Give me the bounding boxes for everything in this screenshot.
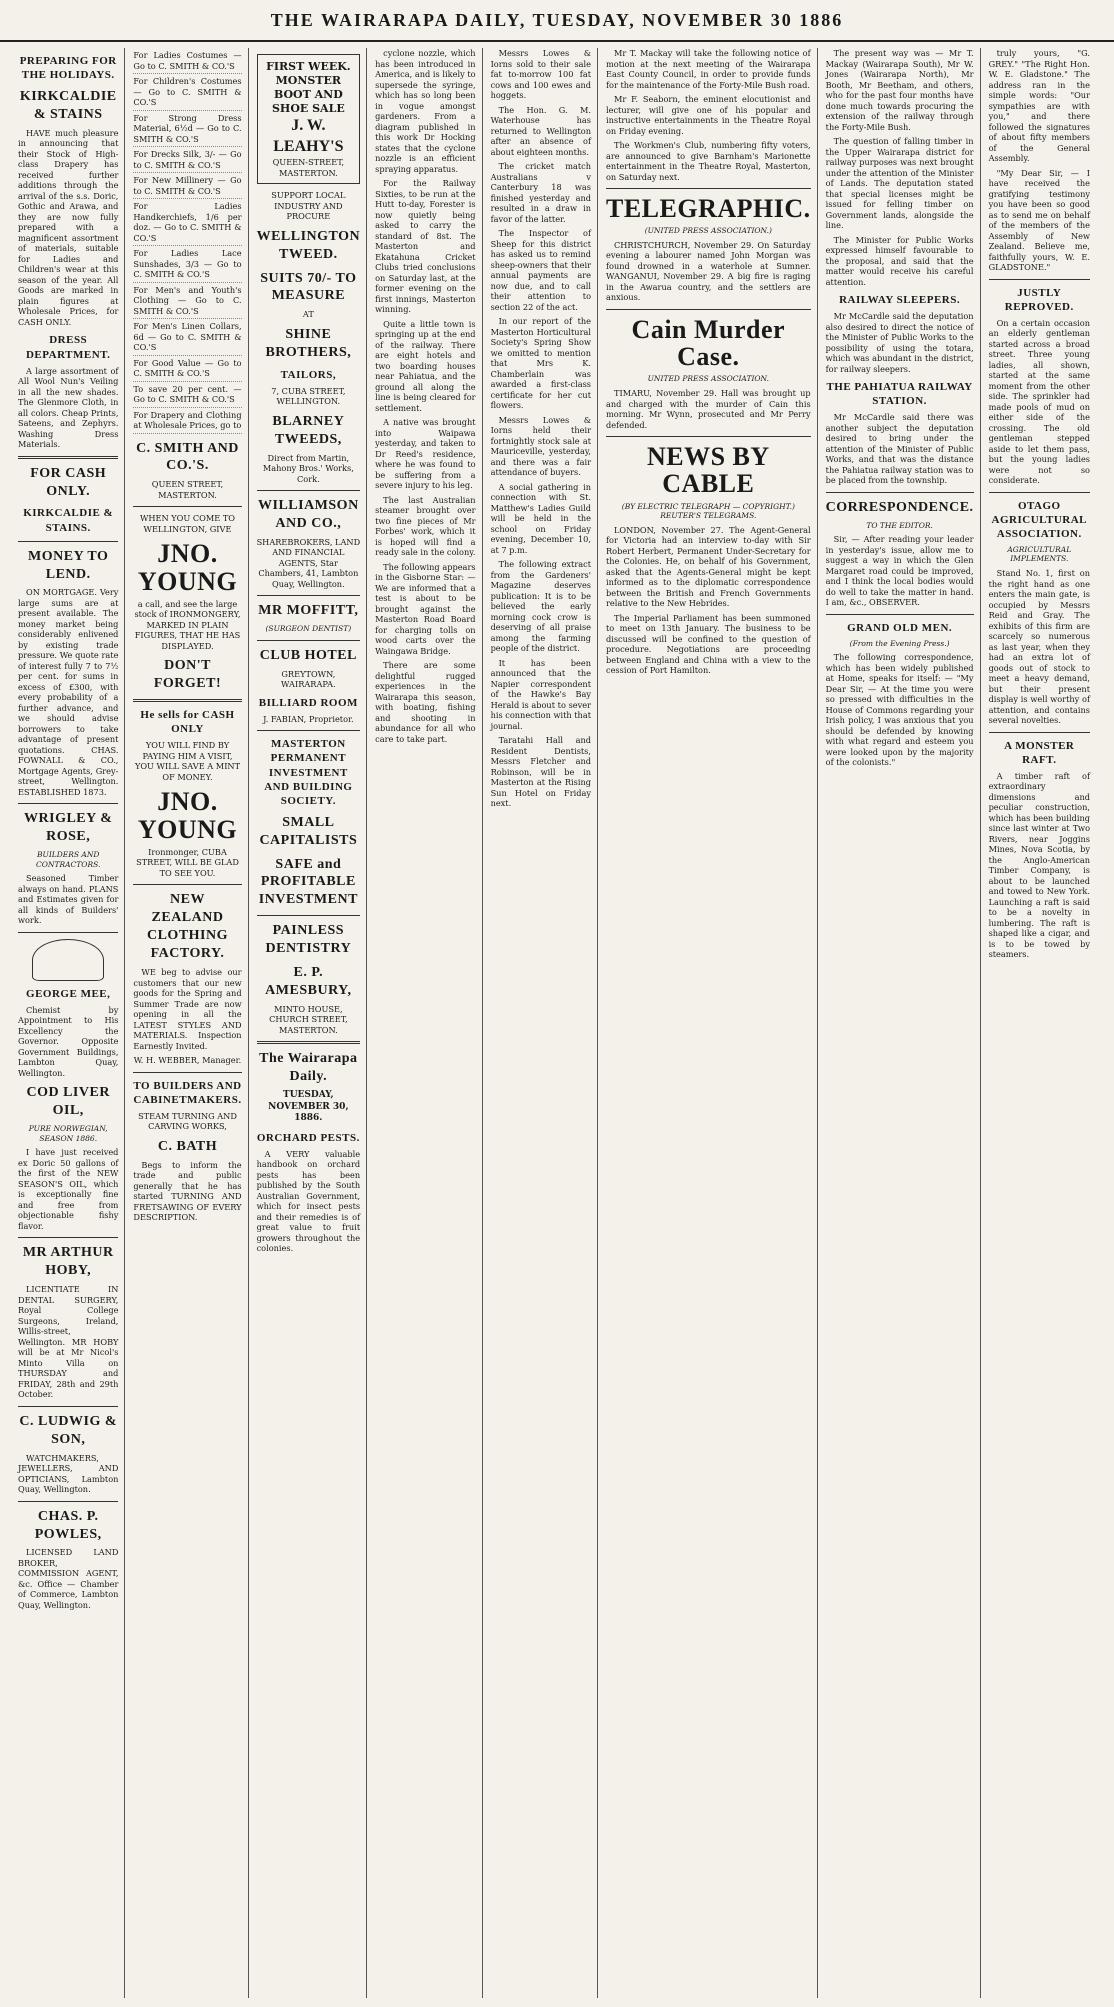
news-paragraph: The Inspector of Sheep for this district has asked us to remind sheep-owners that their annual payments are now due, and to call their attention to section 22 of the act. [490,228,591,312]
news-paragraph: "My Dear Sir, — I have received the gratifying testimony you have been so good as to send me on behalf of the members of the Assembly of New Zealand. Believe me, faithfully yours, W. E. GLADSTONE." [988,167,1090,272]
news-paragraph: The cricket match Australians v Canterbury 18 was finished yesterday and resulted in a draw in favor of the latter. [490,161,591,224]
kirkcaldie-name: KIRKCALDIE & STAINS [19,89,117,123]
divider [989,492,1090,493]
column-4 [375,48,482,1998]
george-mee-heading: GEORGE MEE, [26,987,111,1000]
murder-sub: UNITED PRESS ASSOCIATION. [647,374,770,384]
leahy-name: J. W. LEAHY'S [273,117,344,155]
painless-heading: PAINLESS DENTISTRY [265,923,352,957]
railway-body: Mr McCardle said the deputation also desired to direct the notice of the Minister of Public Works to the possibility of using the totara, which was abundant in the district, for railway sleepers. [825,311,974,374]
cable-body: LONDON, November 27. The Agent-General for Victoria had an interview to-day with Sir Robert Herbert, Permanent Under-Secretary for the Colonies. He, on behalf of his Government, asked that the Agents-General might be kept informed as to the diplomatic correspondence between the British and French Governments relative to the New Hebrides. [606,524,811,609]
news-paragraph: Quite a little town is springing up at the end of the railway. There are eight hotels and two boarding houses near Pahiatua, and the ground all along the line is being cleared for settlement. [375,318,476,413]
list-item: For New Millinery — Go to C. SMITH & CO.'S [133,173,241,199]
divider [133,1072,241,1073]
fabian: J. FABIAN, Proprietor. [263,713,354,724]
divider [18,456,118,459]
divider [257,640,361,641]
news-paragraph: Taratahi Hall and Resident Dentists, Messrs Fletcher and Robinson, will be in Masterton at the Rising Sun Hotel on Friday next. [490,735,591,808]
building-heading: MASTERTON PERMANENT INVESTMENT AND BUILDING SOCIETY. [264,738,353,807]
support-line: SUPPORT LOCAL INDUSTRY AND PROCURE [271,190,346,222]
nz-body: WE beg to advise our customers that our new goods for the Spring and Summer Trade are now opening in all the LATEST STYLES AND MATERIALS. Inspection Earnestly Invited. [133,967,242,1051]
list-item: For Ladies Costumes — Go to C. SMITH & CO.'S [133,48,241,74]
masthead-title: THE WAIRARAPA DAILY, TUESDAY, NOVEMBER 30 1886 [270,9,844,30]
williamson-heading: WILLIAMSON AND CO., [258,498,359,531]
column-7 [826,48,981,1998]
ludwig-body: WATCHMAKERS, JEWELLERS, AND OPTICIANS, Lambton Quay, Wellington. [18,1452,119,1495]
divider [606,188,811,189]
raft-heading: A MONSTER RAFT. [1004,739,1075,766]
news-paragraph: Mr T. Mackay will take the following notice of motion at the next meeting of the Wairarapa East County Council, in order to provide funds for the maintenance of the Forty-Mile Bush road. [606,48,811,90]
cable-body-2: The Imperial Parliament has been summoned to meet on 13th January. The business to be discussed will be confined to the question of procedure. Negotiations are proceeding between England and China with a view to the cession of Port Hamilton. [606,612,811,676]
divider [133,506,241,507]
moffitt-heading: MR MOFFITT, [258,603,359,619]
news-paragraph: The present way was — Mr T. Mackay (Wairarapa South), Mr W. Jones (Wairarapa North), Mr Booth, Mr Beetham, and others, who for the past four months have done much towards procuring the extension of the railway through the Forty-Mile Bush. [825,48,974,132]
leahy-sub: QUEEN-STREET, MASTERTON. [272,157,345,178]
column-3 [257,48,368,1998]
smith-list [133,48,241,434]
news-paragraph: A native was brought into Waipawa yesterday, and taken to Dr Reed's residence, where he was found to be suffering from a severe injury to his leg. [375,417,476,490]
news-paragraph: The question of falling timber in the Upper Wairarapa district for railway purposes was next brought under the attention of the Minister of Lands. The deputation stated that special licenses might be issued for felling timber on Government lands, alongside the line. [825,136,974,230]
list-item: For Men's and Youth's Clothing — Go to C. SMITH & CO.'S [133,283,241,320]
powles-body: LICENSED LAND BROKER, COMMISSION AGENT, &c. Office — Chamber of Commerce, Lambton Quay, Wellington. [18,1547,119,1610]
kirkcaldie-body: HAVE much pleasure in announcing that their Stock of High-class Drapery has received further additions through the arrival of the s.s. Doric, Gothic and Arawa, and they are now fully prepared with a magnificent assortment of materials, suitable for Ladies and Children's wear at this season of the year. All Goods are marked in plain figures at Wholesale Prices, for CASH ONLY. [18,127,119,327]
news-paragraph: Mr F. Seaborn, the eminent elocutionist and lecturer, will give one of his popular and instructive entertainments in the Theatre Royal on Friday evening. [606,94,811,136]
safe-heading: SAFE and PROFITABLE INVESTMENT [258,856,358,908]
young-body: a call, and see the large stock of IRONMONGERY, MARKED IN PLAIN FIGURES, THAT HE HAS DISPLAYED. [134,598,241,651]
otago-sub: AGRICULTURAL IMPLEMENTS. [1007,544,1072,564]
divider [606,436,811,437]
news-paragraph: The Workmen's Club, numbering fifty voters, are announced to give Barnham's Marionette entertainment in the Theatre Royal, Masterton, on Saturday next. [606,140,811,182]
news-paragraph: In our report of the Masterton Horticultural Society's Spring Show we omitted to mention that Mrs K. Chamberlain was awarded a first-class certificate for her cut flowers. [490,316,591,410]
webber: W. H. WEBBER, Manager. [133,1055,242,1066]
raft-body: A timber raft of extraordinary dimensions and peculiar construction, which has been building since last winter at Two Rivers, near Joggins Mines, Nova Scotia, by the Anglo-American Timber Company, is about to be launched and towed to New York. Launching a raft is said to be a novelty in lumbering. The raft is shaped like a cigar, and is to be towed by steamers. [988,770,1090,960]
hotel-heading: CLUB HOTEL [259,647,357,663]
divider [257,730,361,731]
royal-arms-icon [32,939,104,981]
list-item: For Drapery and Clothing at Wholesale Prices, go to [133,408,241,434]
divider [18,1501,118,1502]
amesbury-sub: MINTO HOUSE, CHURCH STREET, MASTERTON. [269,1003,348,1035]
news-paragraph: For the Railway Sixties, to be run at the Hutt to-day, Forester is now quietly being asked to carry the standard of 8st. The Masterton and Ekatahuna Cricket Clubs tried conclusions on Saturday last, at the former evening on the first innings, Masterton winning. [375,178,476,314]
murder-body: TIMARU, November 29. Hall was brought up and charged with the murder of Cain this morning. Mr Wynn, prosecuted and Mr Perry defended. [606,388,811,430]
george-mee-body: Chemist by Appointment to His Excellency the Governor. Opposite Government Buildings, Lambton Quay, Wellington. [18,1004,119,1078]
news-paragraph: There are some delightful rugged experiences in the Wairarapa this season, with boating, fishing and shooting in abundance for all who care to take part. [375,660,476,744]
column-1 [18,48,125,1998]
cash-heading: He sells for CASH ONLY [140,709,235,736]
cod-heading: COD LIVER OIL, [26,1085,110,1119]
reproved-body: On a certain occasion an elderly gentleman started across a broad street. Three young ladies, all shown, started at the same moment from the other side. The sprinkler had made pools of mud on either side of the crossing. The old gentleman stepped aside to let them pass, but the young ladies were not so considerate. [988,317,1090,486]
blarney-sub: Direct from Martin, Mahony Bros.' Works, Cork. [262,452,354,484]
moffitt-sub: (SURGEON DENTIST) [265,624,352,634]
divider [18,1237,118,1238]
hotel-sub: GREYTOWN, WAIRARAPA. [281,668,336,690]
news-paragraph: The following extract from the Gardeners' Magazine deserves publication: It is to be believed the early morning cock crow is deserving of all praise among the farming people of the district. [490,559,591,653]
list-item: For Children's Costumes — Go to C. SMITH & CO.'S [133,74,241,111]
list-item: For Drecks Silk, 3/- — Go to C. SMITH & CO.'S [133,147,241,173]
divider [257,490,361,491]
dont-forget: DON'T FORGET! [153,658,222,692]
williamson-sub: SHAREBROKERS, LAND AND FINANCIAL AGENTS, Star Chambers, 41, Lambton Quay, Wellington. [256,536,361,589]
wrigley-heading: WRIGLEY & ROSE, [24,811,113,845]
divider [18,1406,118,1407]
gom-sub: (From the Evening Press.) [849,638,950,648]
list-item: For Strong Dress Material, 6½d — Go to C. SMITH & CO.'S [133,111,241,148]
divider [18,541,118,542]
young-heading: JNO. YOUNG [137,539,238,596]
news-paragraph: A social gathering in connection with St. Matthew's Ladies Guild will be held in the school on Friday evening, December 10, at 7 p.m. [490,481,591,555]
correspondence-body: Sir, — After reading your leader in yesterday's issue, allow me to suggest a way in which the Glen Margaret road could be improved, and I think the local bodies would do well to take the matter in hand. I am, &c., OBSERVER. [825,534,974,608]
news-paragraph: It has been announced that the Napier correspondent of the Hawke's Bay Herald is about to sever his connection with that journal. [490,657,591,731]
divider [133,699,241,702]
divider [257,1041,361,1044]
news-paragraph: cyclone nozzle, which has been introduced in America, and is likely to supersede the syringe, which has so long been in vogue amongst gardeners. From a diagram published in this work Dr Hocking states that the cyclone nozzle is an efficient spraying apparatus. [375,48,476,174]
reproved-heading: JUSTLY REPROVED. [1004,286,1074,313]
list-item: For Ladies Lace Sunshades, 3/3 — Go to C. SMITH & CO.'S [133,246,241,283]
nz-heading: NEW ZEALAND CLOTHING FACTORY. [146,892,228,962]
dress-dept-body: A large assortment of All Wool Nun's Veiling in all the new shades. The Glenmore Cloth, in all colors. Cheap Prints, Sateens, and Zephyrs. Washing Dress Materials. [18,365,119,450]
divider [826,492,974,493]
paper-date: TUESDAY, NOVEMBER 30, 1886. [268,1090,349,1124]
divider [989,732,1090,733]
news-paragraph: The last Australian steamer brought over two fine pieces of Mr Forbes' work, which it is hoped will find a ready sale in the colony. [375,494,476,557]
cash-only-heading: FOR CASH ONLY. [30,465,107,499]
amesbury-heading: E. P. AMESBURY, [265,965,352,999]
kirkcaldie-foot: KIRKCALDIE & STAINS. [23,507,114,534]
divider [606,309,811,310]
news-paragraph: The Minister for Public Works expressed himself favourable to the proposal, and said that the matter would receive his careful attention. [825,234,974,287]
cable-heading: NEWS BY CABLE [646,442,770,499]
ludwig-heading: C. LUDWIG & SON, [19,1413,118,1447]
powles-heading: CHAS. P. POWLES, [34,1508,102,1542]
shine-addr: 7, CUBA STREET, WELLINGTON. [271,385,346,407]
column-6 [606,48,818,1998]
column-8 [989,48,1096,1998]
otago-body: Stand No. 1, first on the right hand as one enters the main gate, is occupied by Messrs Reid and Gray. The exhibits of this firm are scarcely so numerous as last year, when they had an extra lot of goods out of stock to meet a heavy demand, but their present display is well worthy of attention, and contains several novelties. [988,568,1090,726]
divider [18,932,118,933]
masthead [0,0,1114,42]
telegraphic-body: CHRISTCHURCH, November 29. On Saturday evening a labourer named John Morgan was found drowned in a waterhole at Sumner. WANGANUI, November 29. A big fire is raging in the Awarua country, and the settlers are anxious. [606,239,811,303]
wrigley-body: Seasoned Timber always on hand. PLANS and Estimates given for all kinds of Builders' work. [18,873,119,926]
bath-body: Begs to inform the trade and public generally that he has started TURNING AND FRETSAWING OF EVERY DESCRIPTION. [133,1159,242,1223]
young2-heading: JNO. YOUNG [137,787,238,844]
orchard-body: A VERY valuable handbook on orchard pests has been published by the South Australian Government, which for insect pests and their remedies is of great value to fruit growers throughout the colonies. [256,1148,361,1254]
column-2 [133,48,248,1998]
shine-heading: SHINE BROTHERS, [265,326,352,360]
divider [18,803,118,804]
hoby-body: LICENTIATE IN DENTAL SURGERY, Royal College Surgeons, Ireland, Willis-street, Wellington. MR HOBY will be at Mr Nicol's Minto Villa on THURSDAY and FRIDAY, 28th and 29th October. [18,1284,119,1400]
suits-heading: SUITS 70/- TO MEASURE [260,270,357,304]
divider [989,279,1090,280]
news-paragraph: truly yours, "G. GREY." "The Right Hon. W. E. Gladstone." The address ran in the simple words: "Our sympathies are with you," and there followed the signatures of about fifty members of the General Assembly. [988,48,1090,163]
cod-body: I have just received ex Doric 50 gallons of the first of the NEW SEASON'S OIL, which is exceptionally fine and free from objectionable fishy flavor. [18,1147,119,1231]
list-item: For Men's Linen Collars, 6d — Go to C. SMITH & CO.'S [133,319,241,356]
young-lead: WHEN YOU COME TO WELLINGTON, GIVE [139,513,236,534]
railway-heading: RAILWAY SLEEPERS. [839,294,961,306]
paper-name: The Wairarapa Daily. [259,1051,358,1085]
cod-sub: PURE NORWEGIAN, SEASON 1886. [28,1124,108,1143]
list-item: For Good Value — Go to C. SMITH & CO.'S [133,356,241,382]
dress-dept-heading: DRESS DEPARTMENT. [25,334,111,361]
list-item: To save 20 per cent. — Go to C. SMITH & CO.'S [133,382,241,408]
tailors-heading: TAILORS, [280,368,337,381]
news-paragraph: Messrs Lowes & Iorns held their fortnightly stock sale at Mauriceville, yesterday, and there was a fair attendance of buyers. [490,414,591,477]
news-paragraph: Messrs Lowes & Iorns sold to their sale fat to-morrow 100 fat cows and 100 ewes and hoggets. [490,48,591,100]
sale-heading: FIRST WEEK. MONSTER BOOT AND SHOE SALE [266,60,351,116]
divider [133,884,241,885]
at-label: AT [302,309,314,320]
cable-sub: (BY ELECTRIC TELEGRAPH — COPYRIGHT.) REUTER'S TELEGRAMS. [621,501,795,521]
divider [826,614,974,615]
divider [257,915,361,916]
list-item: For Ladies Handkerchiefs, 1/6 per doz. — Go to C. SMITH & CO.'S [133,199,241,246]
wrigley-sub: BUILDERS AND CONTRACTORS. [36,850,101,869]
correspondence-sub: TO THE EDITOR. [866,520,933,530]
money-body: ON MORTGAGE. Very large sums are at present available. The money market being considerably enlivened by existing trade pressure. We quote rate of interest fully 7 to 7½ per cent. for sums in excess of £300, with every probability of a further advance, and we should advise borrowers to take advantage of present quotations. CHAS. FOWNALL & CO., Mortgage Agents, Grey-street, Wellington. ESTABLISHED 1873. [18,587,119,797]
smith-heading: C. SMITH AND CO.'S. [136,440,239,474]
builders-heading: TO BUILDERS AND CABINETMAKERS. [133,1079,242,1106]
telegraphic-heading: TELEGRAPHIC. [606,194,811,223]
young2-sub: Ironmonger, CUBA STREET, WILL BE GLAD TO SEE YOU. [136,846,239,878]
small-heading: SMALL CAPITALISTS [259,814,358,848]
news-paragraph: The following appears in the Gisborne Star: — We are informed that a test is about to be brought against the Masterton Road Board for charging tolls on wood carts over the Waingawa Bridge. [375,561,476,656]
tweed-heading: WELLINGTON TWEED. [256,228,361,262]
pahiatua-body: Mr McCardle said there was another subject the deputation desired to bring under the attention of the Minister of Public Works, and that was the distance the Pahiatua railway station was to be placed from the township. [825,412,974,486]
blarney-heading: BLARNEY TWEEDS, [272,413,345,447]
boot-sale-ad [257,54,361,184]
holidays-heading: PREPARING FOR THE HOLIDAYS. [19,55,117,82]
news-paragraph: The Hon. G. M. Waterhouse has returned to Wellington after an absence of about eighteen months. [490,104,591,157]
pahiatua-heading: THE PAHIATUA RAILWAY STATION. [826,381,973,408]
murder-heading: Cain Murder Case. [631,314,786,372]
otago-heading: OTAGO AGRICULTURAL ASSOCIATION. [991,499,1087,540]
hoby-heading: MR ARTHUR HOBY, [22,1245,114,1279]
gom-heading: GRAND OLD MEN. [847,621,953,634]
telegraphic-sub: (UNITED PRESS ASSOCIATION.) [644,226,772,236]
orchard-heading: ORCHARD PESTS. [256,1131,360,1144]
bath-heading: C. BATH [157,1138,218,1154]
cash-body: YOU WILL FIND BY PAYING HIM A VISIT, YOU WILL SAVE A MINT OF MONEY. [134,740,241,782]
correspondence-heading: CORRESPONDENCE. [825,499,974,515]
gom-body: The following correspondence, which has been widely published at Home, speaks for itself: — "My Dear Sir, — At the time you were so pressed with difficulties in the House of Commons regarding your Irish policy, I was anxious that you should be defended by knowing with what regard and esteem you were looked upon by the majority of the colonists." [825,652,974,768]
column-5 [491,48,598,1998]
money-heading: MONEY TO LEND. [28,548,109,582]
builders-sub: STEAM TURNING AND CARVING WORKS, [138,1110,237,1132]
newspaper-columns [18,48,1096,1998]
smith-sub: QUEEN STREET, MASTERTON. [151,479,224,500]
billiard-heading: BILLIARD ROOM [258,696,358,709]
divider [257,595,361,596]
